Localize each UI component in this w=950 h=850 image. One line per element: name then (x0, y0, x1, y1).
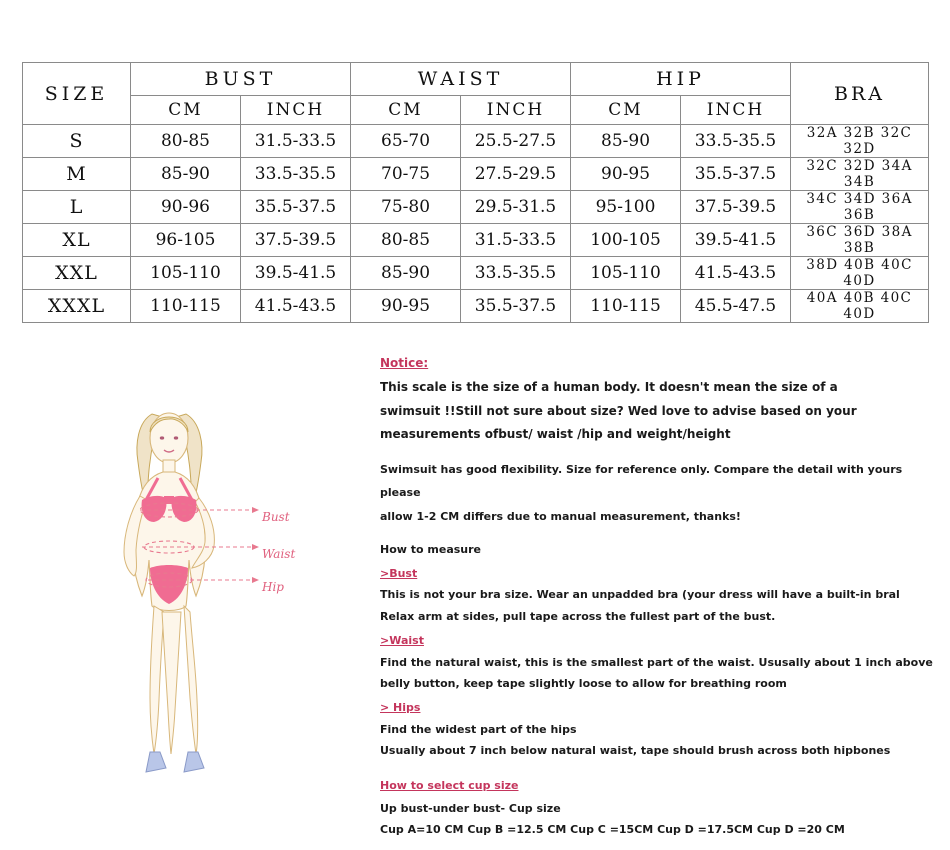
cell-hip-cm: 90-95 (571, 158, 681, 191)
cell-waist-inch: 27.5-29.5 (461, 158, 571, 191)
cell-bust-cm: 96-105 (131, 224, 241, 257)
table-row (23, 290, 929, 323)
cell-size: M (23, 158, 131, 191)
cell-bust-cm: 110-115 (131, 290, 241, 323)
how-to-measure-waist-line-1: Find the natural waist, this is the smallest part of the waist. Ususally about 1 inch above (380, 655, 933, 669)
header-bra: BRA (791, 63, 929, 125)
cell-bust-inch: 41.5-43.5 (241, 290, 351, 323)
cell-size: S (23, 125, 131, 158)
cell-waist-cm: 80-85 (351, 224, 461, 257)
cup-size-line-1: Up bust-under bust- Cup size (380, 801, 561, 815)
cell-bust-cm: 105-110 (131, 257, 241, 290)
cup-size-line-2: Cup A=10 CM Cup B =12.5 CM Cup C =15CM Cup D =17.5CM Cup D =20 CM (380, 823, 845, 837)
cell-hip-inch: 45.5-47.5 (681, 290, 791, 323)
header-hip-inch: INCH (681, 96, 791, 125)
cell-bust-inch: 33.5-35.5 (241, 158, 351, 191)
cell-hip-inch: 35.5-37.5 (681, 158, 791, 191)
instructions-panel (380, 352, 936, 841)
cell-hip-cm: 85-90 (571, 125, 681, 158)
cell-size: XXL (23, 257, 131, 290)
cell-hip-cm: 105-110 (571, 257, 681, 290)
cell-waist-cm: 90-95 (351, 290, 461, 323)
cell-bra: 40A 40B 40C 40D (791, 290, 929, 323)
cell-waist-cm: 85-90 (351, 257, 461, 290)
header-hip: HIP (571, 63, 791, 96)
cell-waist-cm: 75-80 (351, 191, 461, 224)
header-waist-inch: INCH (461, 96, 571, 125)
cell-bust-cm: 85-90 (131, 158, 241, 191)
how-to-measure-bust-line-1: This is not your bra size. Wear an unpadded bra (your dress will have a built-in bral (380, 588, 900, 602)
cell-bra: 36C 36D 38A 38B (791, 224, 929, 257)
header-bust-inch: INCH (241, 96, 351, 125)
table-row (23, 257, 929, 290)
flexibility-line-1: Swimsuit has good flexibility. Size for reference only. Compare the detail with yours please (380, 463, 903, 500)
notice-body (380, 376, 936, 446)
cell-waist-inch: 25.5-27.5 (461, 125, 571, 158)
how-to-measure-title: How to measure (380, 542, 482, 556)
how-to-measure-hips-line-2: Usually about 7 inch below natural waist, tape should brush across both hipbones (380, 744, 891, 758)
flexibility-line-2: allow 1-2 CM differs due to manual measurement, thanks! (380, 509, 741, 523)
flexibility-note (380, 458, 936, 527)
header-bust-cm: CM (131, 96, 241, 125)
cell-bust-inch: 37.5-39.5 (241, 224, 351, 257)
how-to-measure-hips-line-1: Find the widest part of the hips (380, 722, 577, 736)
cell-size: XXXL (23, 290, 131, 323)
cell-hip-cm: 100-105 (571, 224, 681, 257)
cell-waist-cm: 70-75 (351, 158, 461, 191)
cell-hip-cm: 110-115 (571, 290, 681, 323)
cell-bust-cm: 80-85 (131, 125, 241, 158)
cell-bra: 38D 40B 40C 40D (791, 257, 929, 290)
cell-hip-inch: 37.5-39.5 (681, 191, 791, 224)
cell-hip-inch: 41.5-43.5 (681, 257, 791, 290)
header-hip-cm: CM (571, 96, 681, 125)
notice-title: Notice: (380, 356, 429, 370)
cell-bust-cm: 90-96 (131, 191, 241, 224)
how-to-measure-bust-line-2: Relax arm at sides, pull tape across the fullest part of the bust. (380, 609, 776, 623)
spacer (380, 762, 936, 776)
cell-size: XL (23, 224, 131, 257)
how-to-measure-bust-heading: >Bust (380, 566, 418, 580)
female-body-illustration (80, 400, 360, 820)
cell-waist-inch: 29.5-31.5 (461, 191, 571, 224)
table-header-row-groups (23, 63, 929, 96)
cell-bra: 32C 32D 34A 34B (791, 158, 929, 191)
figure-label-hip: Hip (262, 580, 284, 594)
how-to-measure-waist-heading: >Waist (380, 634, 424, 648)
cell-size: L (23, 191, 131, 224)
cell-hip-cm: 95-100 (571, 191, 681, 224)
notice-body-line-2: swimsuit !!Still not sure about size? Wed love to advise based on your (380, 403, 857, 418)
cell-waist-cm: 65-70 (351, 125, 461, 158)
cell-waist-inch: 33.5-35.5 (461, 257, 571, 290)
cell-bust-inch: 39.5-41.5 (241, 257, 351, 290)
cup-size-title: How to select cup size (380, 778, 519, 792)
table-row (23, 224, 929, 257)
table-row (23, 158, 929, 191)
measurement-figure (80, 400, 360, 820)
notice-body-line-1: This scale is the size of a human body. It doesn't mean the size of a (380, 380, 838, 395)
cell-waist-inch: 31.5-33.5 (461, 224, 571, 257)
table-row (23, 191, 929, 224)
header-bust: BUST (131, 63, 351, 96)
cell-hip-inch: 39.5-41.5 (681, 224, 791, 257)
cell-bra: 34C 34D 36A 36B (791, 191, 929, 224)
notice-body-line-3: measurements ofbust/ waist /hip and weight/height (380, 426, 731, 441)
how-to-measure-waist-line-2: belly button, keep tape slightly loose to allow for breathing room (380, 676, 787, 690)
header-waist-cm: CM (351, 96, 461, 125)
figure-label-waist: Waist (262, 547, 296, 561)
header-waist: WAIST (351, 63, 571, 96)
header-size: SIZE (23, 63, 131, 125)
cell-bust-inch: 31.5-33.5 (241, 125, 351, 158)
cell-waist-inch: 35.5-37.5 (461, 290, 571, 323)
size-chart-table (22, 62, 929, 323)
cell-bust-inch: 35.5-37.5 (241, 191, 351, 224)
figure-label-bust: Bust (262, 510, 290, 524)
cell-bra: 32A 32B 32C 32D (791, 125, 929, 158)
size-chart-table-container (22, 62, 928, 323)
table-row (23, 125, 929, 158)
cell-hip-inch: 33.5-35.5 (681, 125, 791, 158)
how-to-measure-hips-heading: > Hips (380, 701, 421, 715)
